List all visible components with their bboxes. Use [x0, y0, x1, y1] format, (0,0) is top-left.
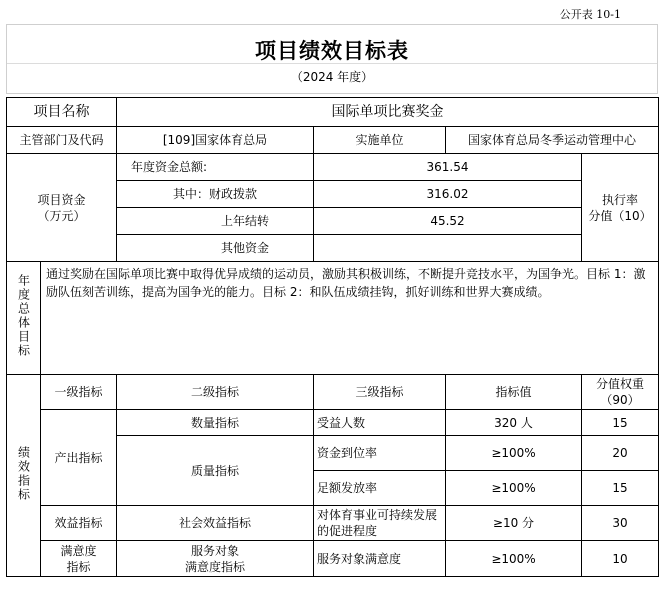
header-value: 指标值	[446, 375, 582, 410]
row-weight: 10	[582, 541, 659, 577]
service-label: 服务对象 满意度指标	[117, 541, 314, 577]
indicator-section-label: 绩效指标	[16, 445, 31, 502]
carryover-value: 45.52	[314, 208, 582, 235]
header-level1: 一级指标	[41, 375, 117, 410]
goal-text: 通过奖励在国际单项比赛中取得优异成绩的运动员，激励其积极训练，不断提升竞技水平，为国争光。目标 1：激励队伍刻苦训练，提高为国争光的能力。目标 2：和队伍成绩挂钩，抓好训练和世界大赛成绩。	[41, 262, 659, 375]
row-weight: 15	[582, 410, 659, 436]
divider	[7, 63, 657, 64]
project-name: 国际单项比赛奖金	[117, 98, 659, 127]
header-weight: 分值权重 （90）	[582, 375, 659, 410]
funds-label: 项目资金 （万元）	[7, 154, 117, 262]
row-level3: 服务对象满意度	[314, 541, 446, 577]
output-label: 产出指标	[41, 410, 117, 506]
row-value: ≥10 分	[446, 506, 582, 541]
dept-value: [109]国家体育总局	[117, 127, 314, 154]
indicator-section-cell	[7, 375, 41, 577]
year-label: （2024 年度）	[290, 70, 374, 84]
other-value	[314, 235, 582, 262]
title-box	[6, 24, 658, 94]
row-weight: 15	[582, 471, 659, 506]
impl-label: 实施单位	[314, 127, 446, 154]
benefit-label: 效益指标	[41, 506, 117, 541]
performance-table	[6, 97, 659, 577]
exec-rate-label: 执行率 分值（10）	[582, 154, 659, 262]
impl-value: 国家体育总局冬季运动管理中心	[446, 127, 659, 154]
row-value: ≥100%	[446, 541, 582, 577]
header-level2: 二级指标	[117, 375, 314, 410]
dept-label: 主管部门及代码	[7, 127, 117, 154]
other-label: 其他资金	[117, 235, 314, 262]
total-value: 361.54	[314, 154, 582, 181]
form-code: 公开表 10-1	[559, 8, 621, 21]
total-label: 年度资金总额:	[117, 154, 314, 181]
row-level3: 资金到位率	[314, 436, 446, 471]
page-title: 项目绩效目标表	[255, 39, 409, 63]
quantity-label: 数量指标	[117, 410, 314, 436]
header-level3: 三级指标	[314, 375, 446, 410]
project-name-label: 项目名称	[7, 98, 117, 127]
social-label: 社会效益指标	[117, 506, 314, 541]
row-value: ≥100%	[446, 436, 582, 471]
row-value: 320 人	[446, 410, 582, 436]
satisfaction-label: 满意度 指标	[41, 541, 117, 577]
carryover-label: 上年结转	[117, 208, 314, 235]
quality-label: 质量指标	[117, 436, 314, 506]
goal-label-cell	[7, 262, 41, 375]
row-level3: 受益人数	[314, 410, 446, 436]
row-value: ≥100%	[446, 471, 582, 506]
row-level3: 对体育事业可持续发展的促进程度	[314, 506, 446, 541]
row-level3: 足额发放率	[314, 471, 446, 506]
goal-label: 年度总体目标	[16, 274, 31, 358]
fiscal-value: 316.02	[314, 181, 582, 208]
row-weight: 30	[582, 506, 659, 541]
row-weight: 20	[582, 436, 659, 471]
fiscal-label: 其中：财政拨款	[117, 181, 314, 208]
